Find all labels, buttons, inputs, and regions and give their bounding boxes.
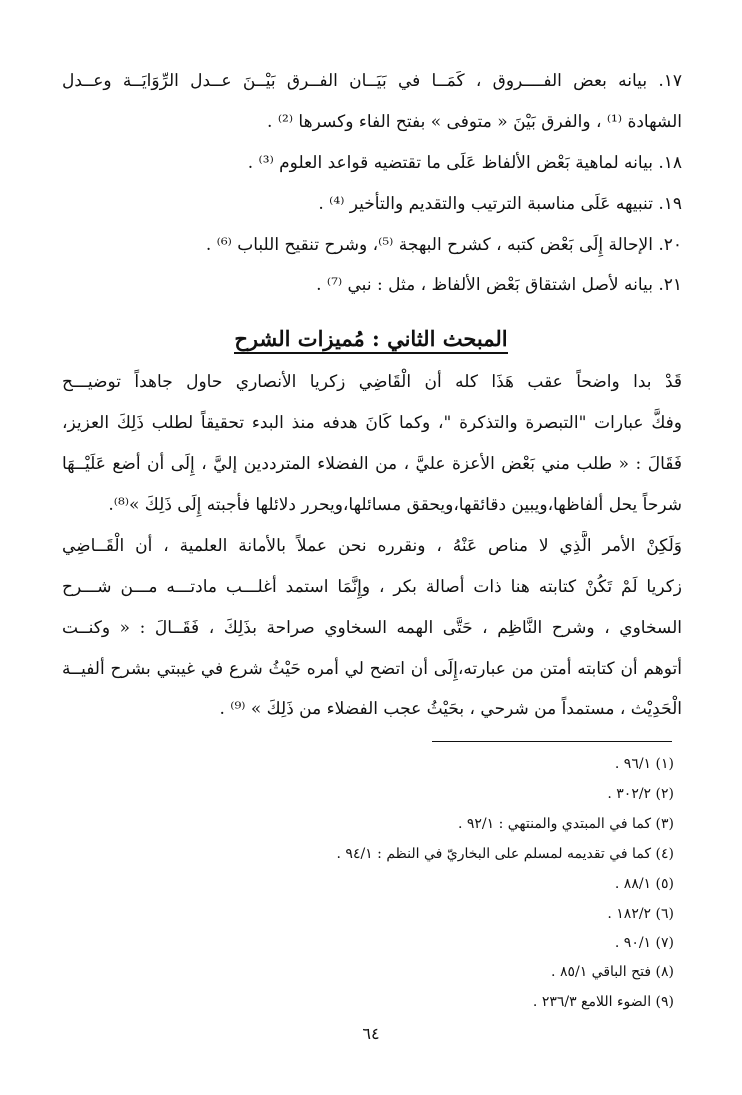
body-line-4: شرحاً يحل ألفاظها،ويبين دقائقها،ويحقق مسائلها،ويحرر دلائلها فأجبته إِلَى ذَلِكَ »⁽⁸⁾. — [108, 495, 682, 515]
footnote-9: (٩) الضوء اللامع ٢٣٦/٣ . — [532, 994, 674, 1010]
section-heading-text: المبحث الثاني : مُميزات الشرح — [234, 326, 507, 354]
body-line-8: أتوهم أن كتابته أمتن من عبارته،إِلَى أن اتضح لي أمره حَيْثُ شرع في غيبتي بشرح ألفيــة — [62, 659, 682, 679]
footnote-8: (٨) فتح الباقي ٨٥/١ . — [551, 964, 674, 980]
list-item-20: ٢٠. الإحالة إِلَى بَعْض كتبه ، كشرح البهجة ⁽⁵⁾، وشرح تنقيح اللباب ⁽⁶⁾ . — [205, 235, 682, 255]
footnote-3: (٣) كما في المبتدي والمنتهي : ٩٢/١ . — [457, 816, 674, 832]
body-line-5: وَلَكِنْ الأمر الَّذِي لا مناص عَنْهُ ، ونقرره نحن عملاً بالأمانة العلمية ، أن الْقَــاضِي — [62, 536, 682, 556]
body-line-1: قَدْ بدا واضحاً عقب هَذَا كله أن الْقَاضِي زكريا الأنصاري حاول جاهداً توضيـــح — [62, 372, 682, 392]
footnote-divider — [432, 741, 672, 742]
page-number: ٦٤ — [362, 1024, 380, 1043]
list-item-18: ١٨. بيانه لماهية بَعْض الألفاظ عَلَى ما تقتضيه قواعد العلوم ⁽³⁾ . — [247, 153, 682, 173]
body-line-9: الْحَدِيْث ، مستمداً من شرحي ، بحَيْثُ عجب الفضلاء من ذَلِكَ » ⁽⁹⁾ . — [219, 699, 682, 719]
footnote-4: (٤) كما في تقديمه لمسلم على البخاريّ في النظم : ٩٤/١ . — [336, 846, 674, 862]
body-line-7: السخاوي ، وشرح النَّاظِم ، حَتَّى الهمه السخاوي صراحة بذَلِكَ ، فَقَــالَ : « وكنــت — [62, 618, 682, 638]
list-item-17-line-1: ١٧. بيانه بعض الفــــروق ، كَمَــا في بَيَــان الفــرق بَيْــنَ عــدل الرِّوَايَــة وعــدل — [62, 71, 682, 91]
body-line-3: فَقَالَ : « طلب مني بَعْض الأعزة عليَّ ، من الفضلاء المترددين إليَّ ، إِلَى أن أضع عَلَيْــهَا — [62, 454, 682, 474]
section-heading — [0, 322, 742, 356]
list-item-17-line-2: الشهادة ⁽¹⁾ ، والفرق بَيْنَ « متوفى » بفتح الفاء وكسرها ⁽²⁾ . — [267, 112, 682, 132]
list-item-21: ٢١. بيانه لأصل اشتقاق بَعْض الألفاظ ، مثل : نبي ⁽⁷⁾ . — [316, 275, 682, 295]
list-item-19: ١٩. تنبيهه عَلَى مناسبة الترتيب والتقديم والتأخير ⁽⁴⁾ . — [318, 194, 682, 214]
footnote-7: (٧) ٩٠/١ . — [614, 935, 674, 951]
footnote-6: (٦) ١٨٢/٢ . — [607, 906, 674, 922]
footnote-5: (٥) ٨٨/١ . — [614, 876, 674, 892]
body-line-6: زكريا لَمْ تَكُنْ كتابته هنا ذات أصالة بكر ، وإِنَّمَا استمد أغلـــب مادتـــه مـــن شـــرح — [62, 577, 682, 597]
footnote-2: (٢) ٣٠٢/٢ . — [607, 786, 674, 802]
footnote-1: (١) ٩٦/١ . — [614, 756, 674, 772]
body-line-2: وفكَّ عبارات "التبصرة والتذكرة "، وكما كَانَ هدفه منذ البدء تحقيقاً لطلب ذَلِكَ العزيز، — [62, 413, 682, 433]
